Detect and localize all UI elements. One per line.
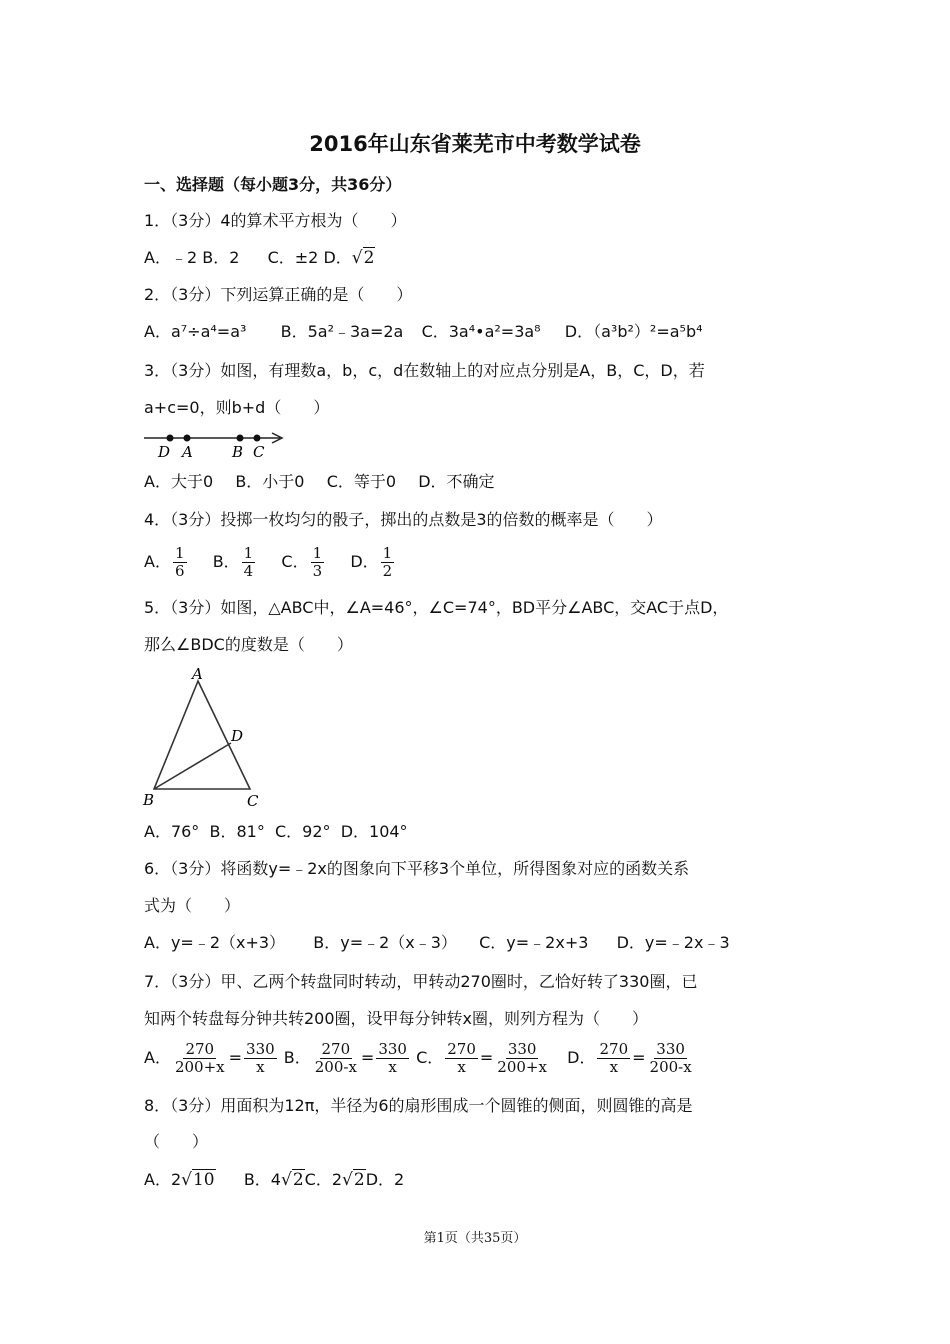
q4-option-d: D． $\frac{1}{2}$ bbox=[350, 544, 393, 580]
q2-stem: 2．（3分）下列运算正确的是（ ） bbox=[144, 285, 413, 304]
q3-options bbox=[144, 470, 495, 494]
q8-option-a: A．2√10 bbox=[144, 1170, 215, 1190]
q7-stem-line2: 知两个转盘每分钟共转200圈，设甲每分钟转x圈，则列方程为（ ） bbox=[144, 1009, 649, 1028]
q2-option-b: B．5a²﹣3a=2a bbox=[280, 322, 404, 341]
point-c bbox=[254, 435, 261, 442]
page-footer: 第1页（共35页） bbox=[423, 1231, 527, 1246]
q8-stem-line1: 8．（3分）用面积为12π，半径为6的扇形围成一个圆锥的侧面，则圆锥的高是 bbox=[144, 1096, 693, 1115]
q7-stem-line1: 7．（3分）甲、乙两个转盘同时转动，甲转动270圈时，乙恰好转了330圈，已 bbox=[144, 972, 698, 991]
label-b: B bbox=[232, 443, 244, 461]
q7-option-d: D． $\frac{270}{x}$ = $\frac{330}{200-x}$ bbox=[567, 1040, 692, 1076]
q1-options bbox=[144, 246, 375, 270]
point-a bbox=[184, 435, 191, 442]
q2-option-c: C．3a⁴•a²=3a⁸ bbox=[421, 322, 541, 341]
q3-number-line-figure bbox=[140, 428, 290, 462]
q3-option-c: C．等于0 bbox=[326, 472, 397, 491]
q2-option-a: A．a⁷÷a⁴=a³ bbox=[144, 322, 247, 341]
q6-stem-line1: 6．（3分）将函数y=﹣2x的图象向下平移3个单位，所得图象对应的函数关系 bbox=[144, 859, 690, 878]
q5-triangle-figure bbox=[140, 665, 270, 810]
q6-options bbox=[144, 931, 730, 955]
label-d: D bbox=[158, 443, 171, 461]
q7-option-b: B． $\frac{270}{200-x}$ = $\frac{330}{x}$ bbox=[283, 1040, 407, 1076]
q8-option-b: B．4√2 bbox=[243, 1170, 304, 1190]
q1-option-a: A．﹣2 bbox=[144, 248, 198, 267]
q4-option-b: B． $\frac{1}{4}$ bbox=[212, 544, 254, 580]
q4-option-a: A． $\frac{1}{6}$ bbox=[144, 544, 185, 580]
q8-option-d: D．2 bbox=[365, 1170, 405, 1189]
q4-option-c: C． $\frac{1}{3}$ bbox=[281, 544, 323, 580]
q4-stem: 4．（3分）投掷一枚均匀的骰子，掷出的点数是3的倍数的概率是（ ） bbox=[144, 510, 663, 529]
q6-stem-line2: 式为（ ） bbox=[144, 896, 241, 915]
q3-stem-line2: a+c=0，则b+d（ ） bbox=[144, 398, 330, 417]
label-c: C bbox=[253, 443, 265, 461]
bisector-bd bbox=[154, 743, 231, 789]
q3-stem-line1: 3．（3分）如图，有理数a，b，c，d在数轴上的对应点分别是A，B，C，D，若 bbox=[144, 361, 705, 380]
q8-options bbox=[144, 1168, 404, 1192]
q3-option-b: B．小于0 bbox=[235, 472, 305, 491]
q6-option-a: A．y=﹣2（x+3） bbox=[144, 933, 286, 952]
q3-option-a: A．大于0 bbox=[144, 472, 214, 491]
q5-options: A．76° B．81° C．92° D．104° bbox=[144, 822, 408, 841]
label-c: C bbox=[247, 792, 259, 810]
q1-option-d: D． bbox=[323, 248, 352, 267]
q1-sqrt: √2 bbox=[351, 248, 375, 268]
q5-stem-line2: 那么∠BDC的度数是（ ） bbox=[144, 635, 353, 654]
section-heading: 一、选择题（每小题3分，共36分） bbox=[144, 175, 402, 194]
q4-options bbox=[144, 542, 396, 582]
q1-option-b: B．2 bbox=[202, 248, 240, 267]
point-d bbox=[167, 435, 174, 442]
q2-options bbox=[144, 320, 703, 344]
page-title: 2016年山东省莱芜市中考数学试卷 bbox=[309, 132, 641, 156]
label-a: A bbox=[182, 443, 193, 461]
q5-stem-line1: 5．（3分）如图，△ABC中，∠A=46°，∠C=74°，BD平分∠ABC，交AC于点D， bbox=[144, 598, 729, 617]
q3-option-d: D．不确定 bbox=[418, 472, 495, 491]
q1-option-c: C．±2 bbox=[267, 248, 319, 267]
label-a: A bbox=[192, 665, 203, 683]
label-b: B bbox=[143, 791, 155, 809]
label-d: D bbox=[231, 727, 244, 745]
q7-option-c: C． $\frac{270}{x}$ = $\frac{330}{200+x}$ bbox=[416, 1040, 547, 1076]
q6-option-c: C．y=﹣2x+3 bbox=[479, 933, 589, 952]
q7-options bbox=[144, 1038, 696, 1078]
point-b bbox=[237, 435, 244, 442]
q1-stem: 1．（3分）4的算术平方根为（ ） bbox=[144, 211, 407, 230]
q8-option-c: C．2√2 bbox=[304, 1170, 365, 1190]
q8-stem-line2: （ ） bbox=[144, 1132, 209, 1151]
q2-option-d: D．（a³b²）²=a⁵b⁴ bbox=[564, 322, 703, 341]
q6-option-d: D．y=﹣2x﹣3 bbox=[616, 933, 730, 952]
q7-option-a: A． $\frac{270}{200+x}$ = $\frac{330}{x}$ bbox=[144, 1040, 275, 1076]
q6-option-b: B．y=﹣2（x﹣3） bbox=[313, 933, 457, 952]
